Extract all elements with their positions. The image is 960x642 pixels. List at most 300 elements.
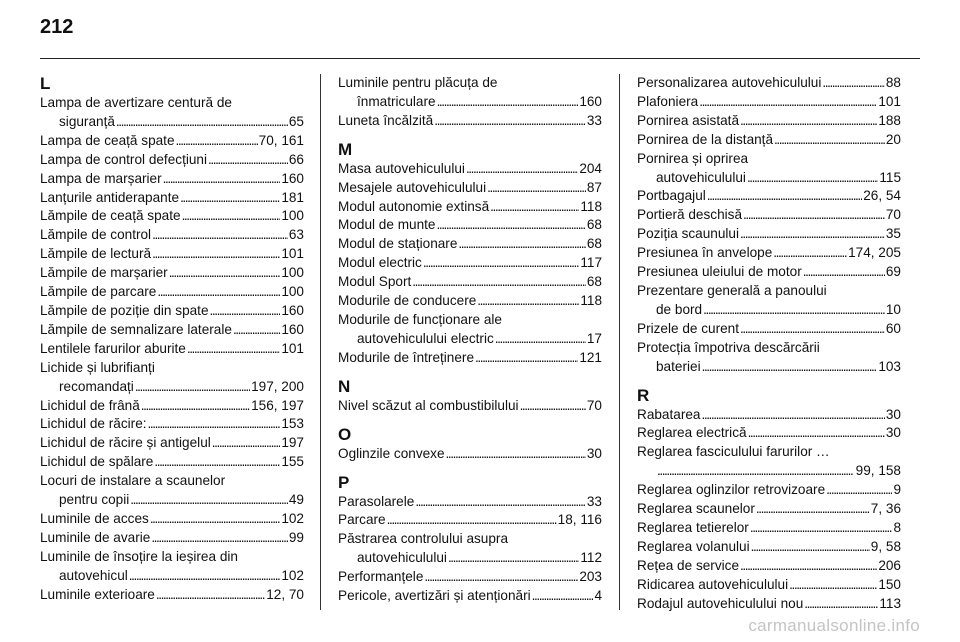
entry-text: Modurile de funcționare ale xyxy=(338,311,502,327)
entry-line xyxy=(637,263,901,282)
page-ref: 121 xyxy=(579,349,602,365)
page-ref: 160 xyxy=(281,302,304,318)
index-entry xyxy=(40,245,304,264)
entry-label: Personalizarea autovehiculului xyxy=(637,75,822,90)
dot-leader xyxy=(154,453,280,472)
dot-leader xyxy=(703,301,885,320)
entry-label: Luminile de acces xyxy=(40,510,149,526)
entry-label: Parcare xyxy=(338,512,386,528)
entry-label: Lămpile de parcare xyxy=(40,284,157,300)
page-ref: 69 xyxy=(885,264,901,280)
index-entry xyxy=(40,94,304,132)
dot-leader xyxy=(415,493,586,512)
index-entry xyxy=(637,443,901,481)
dot-leader xyxy=(412,273,586,292)
page-ref: 181 xyxy=(281,189,304,205)
index-entry xyxy=(338,179,602,198)
page-ref: 197 xyxy=(281,435,304,451)
index-entry xyxy=(40,132,304,151)
page-ref: 113 xyxy=(879,595,901,611)
index-entry xyxy=(338,568,602,587)
entry-line xyxy=(637,225,901,244)
entry-line xyxy=(338,493,602,512)
page-ref: 35 xyxy=(885,226,901,242)
index-entry xyxy=(637,282,901,320)
dot-leader xyxy=(756,500,870,519)
page-ref: 155 xyxy=(281,454,304,470)
index-entry xyxy=(338,397,602,416)
column-divider xyxy=(619,74,620,610)
page-ref: 4 xyxy=(594,588,602,604)
entry-text: Lichide și lubrifianți xyxy=(40,359,155,375)
page-ref: 101 xyxy=(281,340,304,356)
page-ref: 118 xyxy=(580,198,602,214)
entry-label: înmatriculare xyxy=(357,93,436,109)
index-entry xyxy=(338,235,602,254)
index-entry xyxy=(40,472,304,510)
entry-text: Pornirea și oprirea xyxy=(637,150,749,166)
dot-leader xyxy=(751,538,870,557)
dot-leader xyxy=(466,160,578,179)
page-ref: 30 xyxy=(586,445,602,461)
index-entry xyxy=(40,321,304,340)
dot-leader xyxy=(702,358,878,377)
entry-label: Presiunea în anvelope xyxy=(637,245,773,261)
entry-label: Rețea de service xyxy=(637,557,740,573)
dot-leader xyxy=(657,462,855,481)
page-ref: 150 xyxy=(878,576,901,592)
dot-leader xyxy=(748,424,885,443)
entry-line xyxy=(637,169,901,188)
page-ref: 65 xyxy=(288,113,304,129)
page-ref: 10 xyxy=(885,301,901,317)
entry-label: Lămpile de marșarier xyxy=(40,265,168,281)
entry-label: autovehiculului xyxy=(357,550,447,566)
dot-leader xyxy=(773,244,847,263)
entry-label: autovehiculului electric xyxy=(357,330,494,346)
index-entry xyxy=(338,112,602,131)
entry-text: Protecția împotriva descărcării xyxy=(637,339,820,355)
page-ref: 203 xyxy=(579,569,602,585)
index-section-letter: M xyxy=(338,139,353,159)
index-entry xyxy=(338,160,602,179)
entry-label: Modul autonomie extinsă xyxy=(338,198,490,214)
entry-text: Luminile pentru plăcuța de xyxy=(338,75,498,90)
index-entry xyxy=(637,74,901,93)
dot-leader xyxy=(151,529,288,548)
dot-leader xyxy=(135,378,250,397)
entry-line xyxy=(40,567,304,586)
dot-leader xyxy=(804,595,878,614)
page-ref: 160 xyxy=(579,93,602,109)
index-entry xyxy=(338,349,602,368)
index-entry xyxy=(338,311,602,349)
index-entry xyxy=(338,587,602,606)
index-entry xyxy=(637,406,901,425)
page-ref: 68 xyxy=(586,236,602,252)
index-entry xyxy=(338,254,602,273)
entry-label: Lampa de marșarier xyxy=(40,170,162,186)
entry-line xyxy=(338,254,602,273)
entry-line xyxy=(40,415,304,434)
index-entry xyxy=(40,434,304,453)
entry-label: Lichidul de răcire și antigelul xyxy=(40,435,211,451)
index-entry xyxy=(637,519,901,538)
entry-label: recomandați xyxy=(59,378,134,394)
dot-leader xyxy=(789,576,877,595)
entry-label: Ridicarea autovehiculului xyxy=(637,576,789,592)
entry-text: Reglarea fasciculului farurilor … xyxy=(637,444,830,460)
dot-leader xyxy=(740,112,877,131)
dot-leader xyxy=(157,283,280,302)
page-ref: 102 xyxy=(281,510,304,526)
dot-leader xyxy=(423,254,579,273)
entry-line xyxy=(40,340,304,359)
entry-line xyxy=(338,549,602,568)
page-ref: 88 xyxy=(885,75,901,90)
page-ref: 100 xyxy=(281,284,304,300)
entry-line xyxy=(40,491,304,510)
index-column-3 xyxy=(637,74,901,613)
dot-leader xyxy=(458,235,585,254)
entry-label: Lămpile de poziție din spate xyxy=(40,302,209,318)
entry-label: Oglinzile convexe xyxy=(338,445,445,461)
page-ref: 9, 58 xyxy=(870,538,901,554)
index-entry xyxy=(637,244,901,263)
entry-line xyxy=(40,207,304,226)
entry-line xyxy=(637,358,901,377)
entry-line xyxy=(40,189,304,208)
entry-label: siguranță xyxy=(59,113,115,129)
entry-label: bateriei xyxy=(656,358,701,374)
entry-label: Modul de staționare xyxy=(338,236,458,252)
watermark: carmanualsonline.info xyxy=(748,616,920,635)
entry-line xyxy=(338,273,602,292)
dot-leader xyxy=(740,225,885,244)
page-ref: 30 xyxy=(885,406,901,422)
dot-leader xyxy=(130,491,288,510)
dot-leader xyxy=(475,349,578,368)
page-ref: 118 xyxy=(580,293,602,309)
entry-line xyxy=(40,302,304,321)
entry-line xyxy=(338,568,602,587)
entry-line xyxy=(40,529,304,548)
index-entry xyxy=(338,493,602,512)
dot-leader xyxy=(436,216,585,235)
entry-text: Luminile de însoțire la ieșirea din xyxy=(40,548,238,564)
index-section-letter: O xyxy=(338,424,352,444)
entry-line xyxy=(637,406,901,425)
entry-line xyxy=(338,93,602,112)
entry-label: Rabatarea xyxy=(637,406,701,422)
index-entry xyxy=(637,339,901,377)
entry-line xyxy=(40,434,304,453)
entry-label: Pericole, avertizări și atenționări xyxy=(338,588,531,604)
index-entry xyxy=(40,207,304,226)
page-ref: 87 xyxy=(586,179,602,195)
dot-leader xyxy=(116,113,288,132)
index-entry xyxy=(40,397,304,416)
index-entry xyxy=(338,530,602,568)
index-section-letter: R xyxy=(637,385,650,405)
entry-line xyxy=(40,151,304,170)
entry-line xyxy=(338,160,602,179)
entry-line xyxy=(338,445,602,464)
dot-leader xyxy=(182,207,281,226)
entry-label: Portbagajul xyxy=(637,188,706,204)
entry-label: Reglarea volanului xyxy=(637,538,750,554)
index-entry xyxy=(637,424,901,443)
index-entry xyxy=(637,595,901,614)
entry-label: Modul Sport xyxy=(338,274,412,290)
index-entry xyxy=(338,74,602,112)
dot-leader xyxy=(387,511,557,530)
dot-leader xyxy=(163,170,281,189)
entry-label: Modurile de întreținere xyxy=(338,349,475,365)
dot-leader xyxy=(129,567,281,586)
index-entry xyxy=(40,264,304,283)
entry-line xyxy=(338,587,602,606)
entry-line xyxy=(40,132,304,151)
page-ref: 188 xyxy=(878,112,901,128)
index-entry xyxy=(338,445,602,464)
dot-leader xyxy=(707,187,862,206)
entry-line xyxy=(338,330,602,349)
entry-label: Performanțele xyxy=(338,569,424,585)
dot-leader xyxy=(448,549,579,568)
dot-leader xyxy=(743,206,885,225)
page-ref: 17 xyxy=(586,330,602,346)
entry-label: Luminile exterioare xyxy=(40,586,155,602)
page-ref: 99, 158 xyxy=(855,463,901,479)
entry-label: Reglarea tetierelor xyxy=(637,519,749,535)
index-entry xyxy=(40,529,304,548)
page-ref: 103 xyxy=(878,358,901,374)
page-ref: 68 xyxy=(586,274,602,290)
page-ref: 68 xyxy=(586,217,602,233)
entry-label: Lichidul de spălare xyxy=(40,454,154,470)
dot-leader xyxy=(495,330,586,349)
entry-label: Lămpile de control xyxy=(40,227,152,243)
entry-label: autovehiculului xyxy=(656,169,746,185)
page-ref: 100 xyxy=(281,265,304,281)
dot-leader xyxy=(176,132,258,151)
index-entry xyxy=(40,226,304,245)
dot-leader xyxy=(156,586,265,605)
entry-label: Lichidul de frână xyxy=(40,397,140,413)
entry-label: de bord xyxy=(656,301,703,317)
page-ref: 101 xyxy=(281,246,304,262)
entry-line xyxy=(338,216,602,235)
entry-label: Portieră deschisă xyxy=(637,207,743,223)
entry-line xyxy=(40,170,304,189)
entry-line xyxy=(40,264,304,283)
index-entry xyxy=(637,112,901,131)
index-entry xyxy=(637,187,901,206)
page-ref: 63 xyxy=(288,227,304,243)
index-entry xyxy=(637,263,901,282)
entry-line xyxy=(338,112,602,131)
dot-leader xyxy=(424,568,578,587)
entry-label: Lampa de control defecțiuni xyxy=(40,151,208,167)
entry-line xyxy=(637,206,901,225)
entry-label: Pornirea de la distanță xyxy=(637,131,774,147)
dot-leader xyxy=(826,481,892,500)
dot-leader xyxy=(141,397,250,416)
entry-label: Lămpile de lectură xyxy=(40,246,152,262)
entry-label: Luminile de avarie xyxy=(40,529,151,545)
page-ref: 70 xyxy=(885,207,901,223)
page-ref: 70, 161 xyxy=(258,132,304,148)
entry-line xyxy=(40,378,304,397)
page-ref: 115 xyxy=(879,169,901,185)
index-entry xyxy=(40,548,304,586)
entry-label: Pornirea asistată xyxy=(637,112,740,128)
index-entry xyxy=(637,131,901,150)
entry-line xyxy=(338,349,602,368)
index-entry xyxy=(338,198,602,217)
entry-line xyxy=(637,519,901,538)
entry-line xyxy=(637,93,901,112)
entry-label: Reglarea scaunelor xyxy=(637,501,755,517)
entry-line xyxy=(40,453,304,472)
index-entry xyxy=(40,340,304,359)
entry-label: Parasolarele xyxy=(338,493,415,509)
entry-line xyxy=(338,198,602,217)
entry-line xyxy=(637,320,901,339)
page-ref: 153 xyxy=(281,416,304,432)
index-entry xyxy=(338,511,602,530)
index-entry xyxy=(637,150,901,188)
dot-leader xyxy=(169,264,281,283)
entry-text: Păstrarea controlului asupra xyxy=(338,531,509,547)
dot-leader xyxy=(740,320,885,339)
entry-line xyxy=(637,500,901,519)
page-ref: 99 xyxy=(288,529,304,545)
entry-line xyxy=(40,113,304,132)
entry-label: Lămpile de semnalizare laterale xyxy=(40,321,232,337)
page-ref: 160 xyxy=(281,321,304,337)
dot-leader xyxy=(774,131,885,150)
page-ref: 101 xyxy=(878,93,901,109)
page-ref: 60 xyxy=(885,320,901,336)
entry-line xyxy=(338,292,602,311)
entry-line xyxy=(637,112,901,131)
index-entry xyxy=(40,453,304,472)
index-entry xyxy=(338,273,602,292)
entry-line xyxy=(40,397,304,416)
dot-leader xyxy=(822,74,884,93)
dot-leader xyxy=(490,198,579,217)
page-ref: 30 xyxy=(885,425,901,441)
entry-label: Reglarea oglinzilor retrovizoare xyxy=(637,482,826,498)
index-entry xyxy=(40,170,304,189)
index-entry xyxy=(338,292,602,311)
entry-line xyxy=(338,397,602,416)
index-entry xyxy=(637,481,901,500)
entry-line xyxy=(637,462,901,481)
entry-label: Modul de munte xyxy=(338,217,436,233)
page-ref: 100 xyxy=(281,208,304,224)
dot-leader xyxy=(434,112,586,131)
entry-label: Luneta încălzită xyxy=(338,112,434,128)
dot-leader xyxy=(487,179,586,198)
index-entry xyxy=(637,500,901,519)
entry-label: autovehicul xyxy=(59,567,128,583)
index-entry xyxy=(40,415,304,434)
index-entry xyxy=(637,93,901,112)
index-column-1 xyxy=(40,74,304,604)
index-entry xyxy=(40,586,304,605)
index-entry xyxy=(40,359,304,397)
entry-line xyxy=(637,244,901,263)
entry-line xyxy=(637,187,901,206)
dot-leader xyxy=(208,151,288,170)
page-ref: 102 xyxy=(281,567,304,583)
page-ref: 112 xyxy=(580,550,602,566)
dot-leader xyxy=(520,397,586,416)
dot-leader xyxy=(180,189,280,208)
entry-label: Modurile de conducere xyxy=(338,293,477,309)
entry-text: Locuri de instalare a scaunelor xyxy=(40,473,226,489)
page-ref: 20 xyxy=(885,131,901,147)
dot-leader xyxy=(747,169,878,188)
page-ref: 7, 36 xyxy=(870,501,901,517)
entry-label: pentru copii xyxy=(59,492,130,508)
entry-text: Lampa de avertizare centură de xyxy=(40,95,232,110)
entry-label: Presiunea uleiului de motor xyxy=(637,264,802,280)
index-entry xyxy=(40,302,304,321)
dot-leader xyxy=(148,415,281,434)
entry-line xyxy=(40,283,304,302)
dot-leader xyxy=(699,93,877,112)
entry-label: Rodajul autovehiculului nou xyxy=(637,595,804,611)
page-ref: 9 xyxy=(893,482,901,498)
entry-label: Nivel scăzut al combustibilului xyxy=(338,397,519,413)
index-entry xyxy=(637,320,901,339)
page-ref: 206 xyxy=(878,557,901,573)
entry-line xyxy=(338,511,602,530)
entry-line xyxy=(637,424,901,443)
entry-label: Prizele de curent xyxy=(637,320,740,336)
entry-line xyxy=(637,301,901,320)
entry-line xyxy=(637,131,901,150)
entry-label: Lampa de ceață spate xyxy=(40,132,175,148)
index-section-letter: P xyxy=(338,472,350,492)
page-ref: 26, 54 xyxy=(863,188,901,204)
page-ref: 12, 70 xyxy=(266,586,304,602)
index-entry xyxy=(338,216,602,235)
page-number: 212 xyxy=(40,16,74,38)
page-ref: 156, 197 xyxy=(251,397,304,413)
index-entry xyxy=(637,538,901,557)
page-ref: 33 xyxy=(586,112,602,128)
page-ref: 204 xyxy=(579,160,602,176)
page-ref: 174, 205 xyxy=(848,245,901,261)
index-entry xyxy=(40,151,304,170)
entry-line xyxy=(637,74,901,93)
entry-label: Mesajele autovehiculului xyxy=(338,179,487,195)
entry-label: Modul electric xyxy=(338,255,422,271)
entry-line xyxy=(338,179,602,198)
index-column-2 xyxy=(338,74,602,606)
index-entry xyxy=(40,510,304,529)
entry-text: Prezentare generală a panoului xyxy=(637,282,827,298)
dot-leader xyxy=(740,557,877,576)
index-entry xyxy=(40,189,304,208)
entry-line xyxy=(338,235,602,254)
page-ref: 33 xyxy=(586,493,602,509)
